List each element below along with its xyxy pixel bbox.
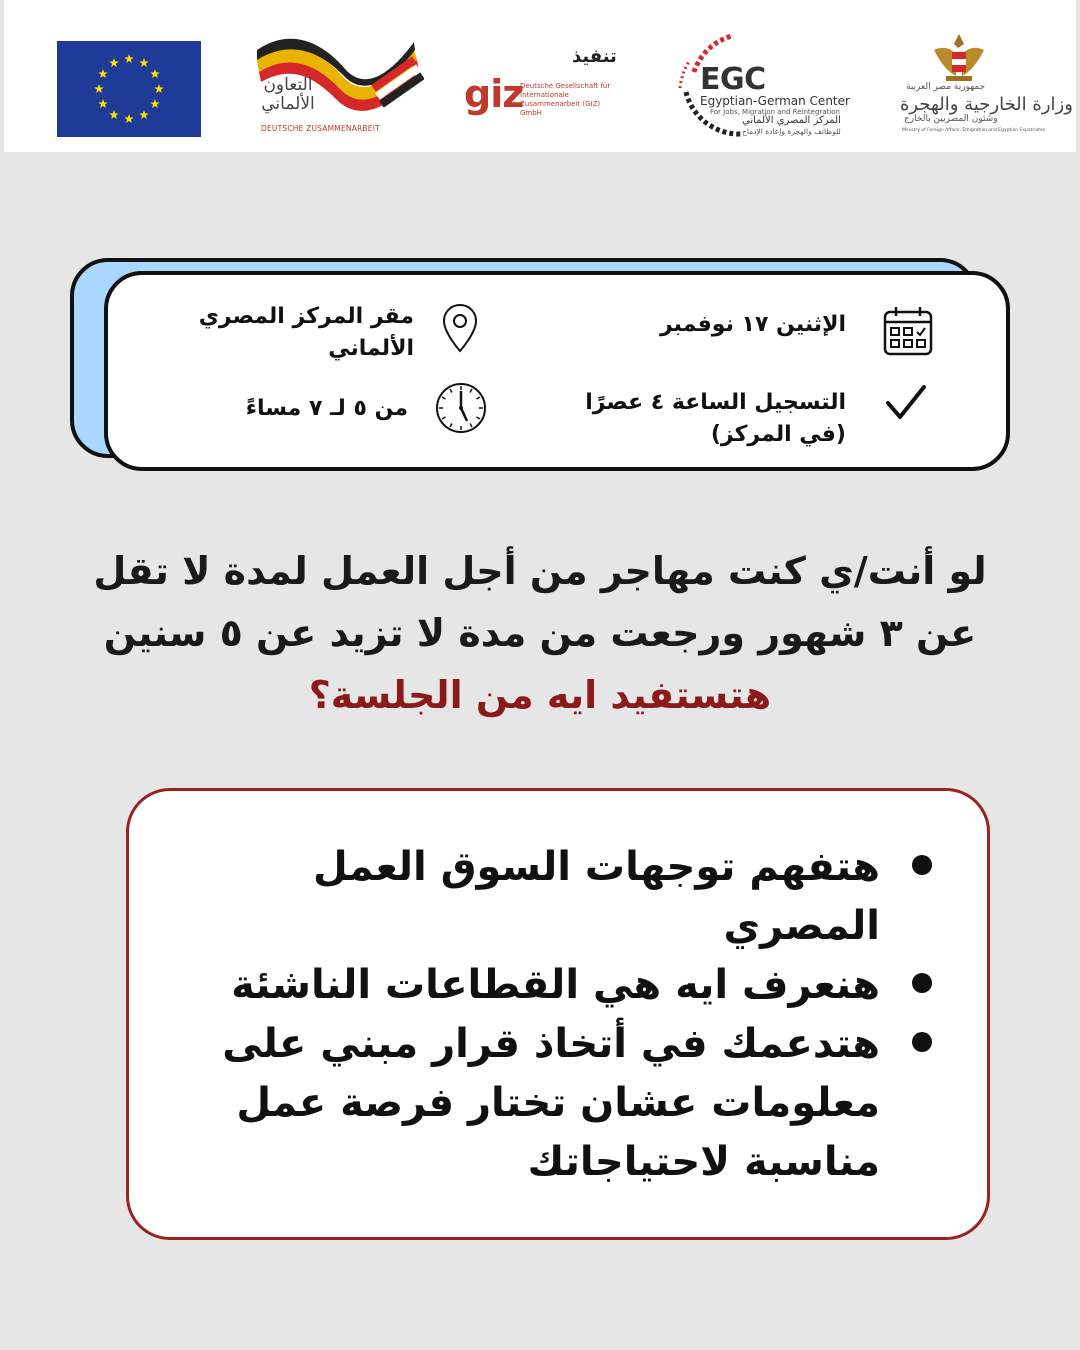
egc-logo <box>672 30 857 140</box>
ministry-country-label: جمهورية مصر العربية <box>906 82 986 92</box>
ministry-logo <box>894 30 1073 140</box>
benefit-item <box>212 1015 932 1192</box>
eu-star <box>109 110 119 119</box>
registration-time: التسجيل الساعة ٤ عصرًا <box>585 390 846 415</box>
registration-place: (في المركز) <box>710 422 846 447</box>
event-date: الإثنين ١٧ نوفمبر <box>659 312 846 337</box>
bullet-icon <box>912 973 932 993</box>
german-cooperation-logo <box>249 38 424 138</box>
benefit-item <box>212 838 932 956</box>
bullet-icon <box>912 1032 932 1052</box>
event-info-card <box>104 271 1010 471</box>
eagle-emblem-icon <box>894 30 1024 85</box>
ministry-english-label: Ministry of Foreign Affairs, Emigration and Egyptian Expatriates <box>902 128 1046 133</box>
ministry-name-label: وزارة الخارجية والهجرة <box>900 94 1073 115</box>
headline-question: هتستفيد ايه من الجلسة؟ <box>308 673 772 717</box>
implementation-label: تنفيذ <box>572 46 617 67</box>
bullet-icon <box>912 855 932 875</box>
egc-arabic-name: المركز المصري الألماني <box>742 115 841 126</box>
benefit-text: هتدعمك في أتخاذ قرار مبني على معلومات عشان تختار فرصة عمل مناسبة لاحتياجاتك <box>222 1021 880 1185</box>
eu-star <box>124 114 134 123</box>
headline <box>40 540 1040 726</box>
eu-star <box>109 58 119 67</box>
eu-star <box>98 69 108 78</box>
egc-english-name: Egyptian-German Center <box>700 94 850 108</box>
eu-flag-logo <box>57 41 201 137</box>
event-time: من ٥ لـ ٧ مساءً <box>245 396 408 421</box>
headline-line-1: لو أنت/ي كنت مهاجر من أجل العمل لمدة لا تقل <box>93 549 987 593</box>
calendar-icon <box>882 305 934 357</box>
egc-english-subtitle: For Jobs, Migration and Reintegration <box>710 108 840 116</box>
benefit-text: هتفهم توجهات السوق العمل المصري <box>312 844 880 949</box>
eu-star <box>150 69 160 78</box>
benefit-text: هنعرف ايه هي القطاعات الناشئة <box>231 962 880 1008</box>
eu-star <box>150 99 160 108</box>
german-cooperation-english-label: DEUTSCHE ZUSAMMENARBEIT <box>261 124 380 133</box>
eu-star <box>94 84 104 93</box>
event-location: مقر المركز المصري الألماني <box>198 304 414 361</box>
egc-wordmark: EGC <box>700 62 766 97</box>
benefit-item <box>212 956 932 1015</box>
giz-wordmark: giz <box>464 72 524 116</box>
logo-bar <box>4 0 1076 152</box>
location-pin-icon <box>442 303 478 355</box>
checkmark-icon <box>884 381 928 425</box>
eu-star <box>154 84 164 93</box>
clock-icon <box>434 381 488 435</box>
egc-arabic-subtitle: للوظائف والهجرة وإعادة الإدماج <box>742 127 841 136</box>
giz-full-name: Deutsche Gesellschaft für Internationale Zusammenarbeit (GIZ) GmbH <box>520 82 611 117</box>
ministry-subtitle-label: وشئون المصريين بالخارج <box>904 114 998 124</box>
eu-stars-icon <box>57 41 201 137</box>
giz-logo <box>464 44 624 124</box>
german-cooperation-arabic-label: التعاون الألماني <box>261 75 315 114</box>
eu-star <box>98 99 108 108</box>
eu-star <box>139 58 149 67</box>
headline-line-2: عن ٣ شهور ورجعت من مدة لا تزيد عن ٥ سنين <box>103 611 977 655</box>
benefits-list <box>212 838 932 1192</box>
eu-star <box>124 54 134 63</box>
eu-star <box>139 110 149 119</box>
registration-info <box>585 387 846 451</box>
